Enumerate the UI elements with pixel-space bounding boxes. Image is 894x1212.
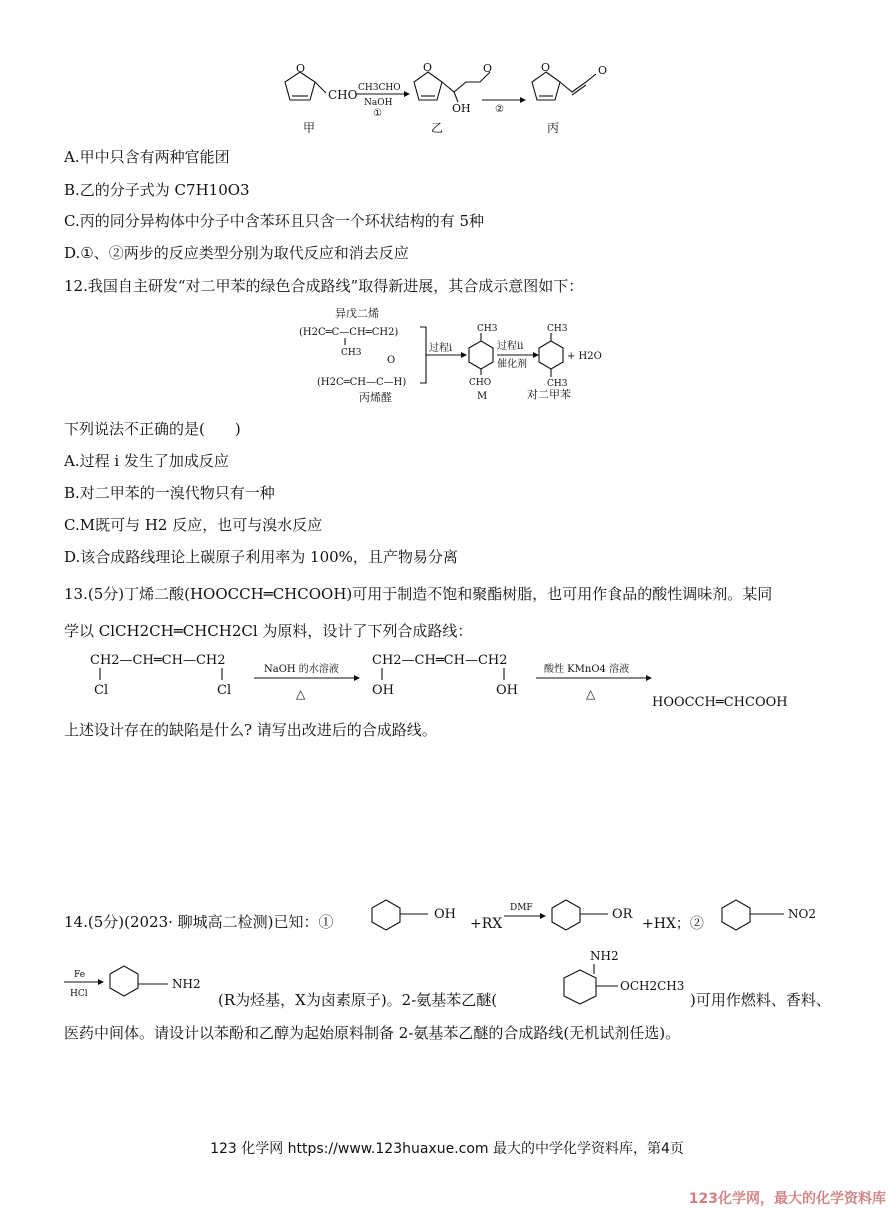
svg-text:过程ii: 过程ii [497, 341, 524, 352]
svg-text:Cl: Cl [94, 683, 109, 698]
q11-option-a: A.甲中只含有两种官能团 [64, 148, 230, 166]
q12-option-a: A.过程 i 发生了加成反应 [64, 452, 229, 470]
q12-question: 下列说法不正确的是( ) [64, 420, 241, 438]
svg-text:O: O [483, 62, 493, 75]
q14-line1-scheme [360, 892, 840, 942]
q11-option-d: D.①、②两步的反应类型分别为取代反应和消去反应 [64, 244, 409, 262]
q11-option-b: B.乙的分子式为 C7H10O3 [64, 181, 250, 199]
svg-text:(H2C═CH—C—H): (H2C═CH—C—H) [317, 377, 407, 388]
q14-line2-tail: )可用作燃料、香料、 [690, 991, 831, 1009]
svg-text:异戊二烯: 异戊二烯 [335, 307, 379, 320]
q14-line2-scheme [64, 944, 214, 1004]
svg-text:O: O [423, 61, 433, 74]
q12-option-d: D.该合成路线理论上碳原子利用率为 100%，且产物易分离 [64, 548, 458, 566]
svg-text:对二甲苯: 对二甲苯 [527, 388, 571, 401]
q12-option-c: C.M既可与 H2 反应，也可与溴水反应 [64, 516, 323, 534]
svg-text:NH2: NH2 [172, 977, 201, 991]
q11-reaction-scheme [270, 60, 630, 140]
svg-text:NaOH: NaOH [364, 98, 393, 108]
q13-stem-line2: 学以 ClCH2CH═CHCH2Cl 为原料，设计了下列合成路线： [64, 622, 473, 640]
svg-text:△: △ [586, 687, 596, 701]
svg-text:①: ① [373, 108, 382, 119]
svg-text:OR: OR [612, 907, 633, 922]
svg-text:Fe: Fe [74, 970, 86, 980]
svg-text:CH2—CH═CH—CH2: CH2—CH═CH—CH2 [372, 653, 508, 668]
watermark: 123化学网，最大的化学资料库 [688, 1191, 886, 1207]
svg-text:(H2C═C—CH═CH2): (H2C═C—CH═CH2) [299, 327, 399, 338]
svg-text:OCH2CH3: OCH2CH3 [620, 979, 685, 993]
svg-text:+HX；②: +HX；② [642, 916, 704, 932]
svg-text:乙: 乙 [431, 121, 444, 135]
svg-text:HOOCCH═CHCOOH: HOOCCH═CHCOOH [652, 695, 788, 710]
svg-text:DMF: DMF [510, 903, 533, 913]
svg-text:HCl: HCl [70, 989, 88, 999]
svg-text:CHO: CHO [328, 88, 358, 102]
svg-text:催化剂: 催化剂 [497, 359, 527, 370]
q11-option-c: C.丙的同分异构体中分子中含苯环且只含一个环状结构的有 5种 [64, 212, 485, 230]
svg-text:+RX: +RX [470, 916, 503, 932]
q14-prefix: 14.(5分)(2023· 聊城高二检测)已知：① [64, 913, 334, 931]
page-footer: 123 化学网 https://www.123huaxue.com 最大的中学化学资料库，第4页 [210, 1141, 684, 1157]
svg-text:O: O [387, 355, 396, 366]
svg-text:OH: OH [434, 907, 456, 922]
svg-text:甲: 甲 [303, 121, 316, 135]
svg-text:丙: 丙 [547, 121, 560, 135]
svg-text:NO2: NO2 [788, 907, 816, 921]
svg-text:NaOH 的水溶液: NaOH 的水溶液 [264, 664, 339, 675]
svg-text:CH3: CH3 [341, 348, 362, 358]
q12-stem: 12.我国自主研发“对二甲苯的绿色合成路线”取得新进展，其合成示意图如下： [64, 277, 584, 295]
svg-text:O: O [598, 64, 608, 77]
svg-text:CH2—CH═CH—CH2: CH2—CH═CH—CH2 [90, 653, 226, 668]
svg-text:CH3CHO: CH3CHO [358, 83, 401, 93]
q12-reaction-scheme [295, 305, 625, 405]
svg-text:CH3: CH3 [547, 379, 568, 389]
svg-text:丙烯醛: 丙烯醛 [359, 391, 392, 404]
svg-text:CH3: CH3 [477, 324, 498, 334]
svg-text:CH3: CH3 [547, 324, 568, 334]
svg-text:酸性 KMnO4 溶液: 酸性 KMnO4 溶液 [544, 664, 630, 675]
svg-text:OH: OH [496, 683, 518, 698]
svg-text:△: △ [296, 687, 306, 701]
svg-text:OH: OH [372, 683, 394, 698]
svg-text:O: O [541, 61, 551, 74]
svg-text:M: M [477, 391, 488, 402]
svg-text:OH: OH [452, 102, 471, 115]
q14-line2-text: (R为烃基，X为卤素原子)。2-氨基苯乙醚( [218, 991, 498, 1009]
svg-text:CHO: CHO [469, 378, 492, 388]
svg-text:Cl: Cl [217, 683, 232, 698]
q12-option-b: B.对二甲苯的一溴代物只有一种 [64, 484, 275, 502]
svg-text:NH2: NH2 [590, 949, 619, 963]
q13-question: 上述设计存在的缺陷是什么? 请写出改进后的合成路线。 [64, 721, 437, 739]
svg-text:+ H2O: + H2O [567, 351, 602, 362]
q14-line3: 医药中间体。请设计以苯酚和乙醇为起始原料制备 2-氨基苯乙醚的合成路线(无机试剂任选)。 [64, 1024, 681, 1042]
q13-reaction-scheme [80, 648, 840, 718]
svg-text:②: ② [495, 104, 504, 115]
q13-stem-line1: 13.(5分)丁烯二酸(HOOCCH═CHCOOH)可用于制造不饱和聚酯树脂，也可用作食品的酸性调味剂。某同 [64, 585, 773, 603]
q14-target-structure [532, 944, 692, 1014]
svg-text:过程i: 过程i [429, 343, 453, 354]
svg-text:O: O [296, 62, 306, 75]
